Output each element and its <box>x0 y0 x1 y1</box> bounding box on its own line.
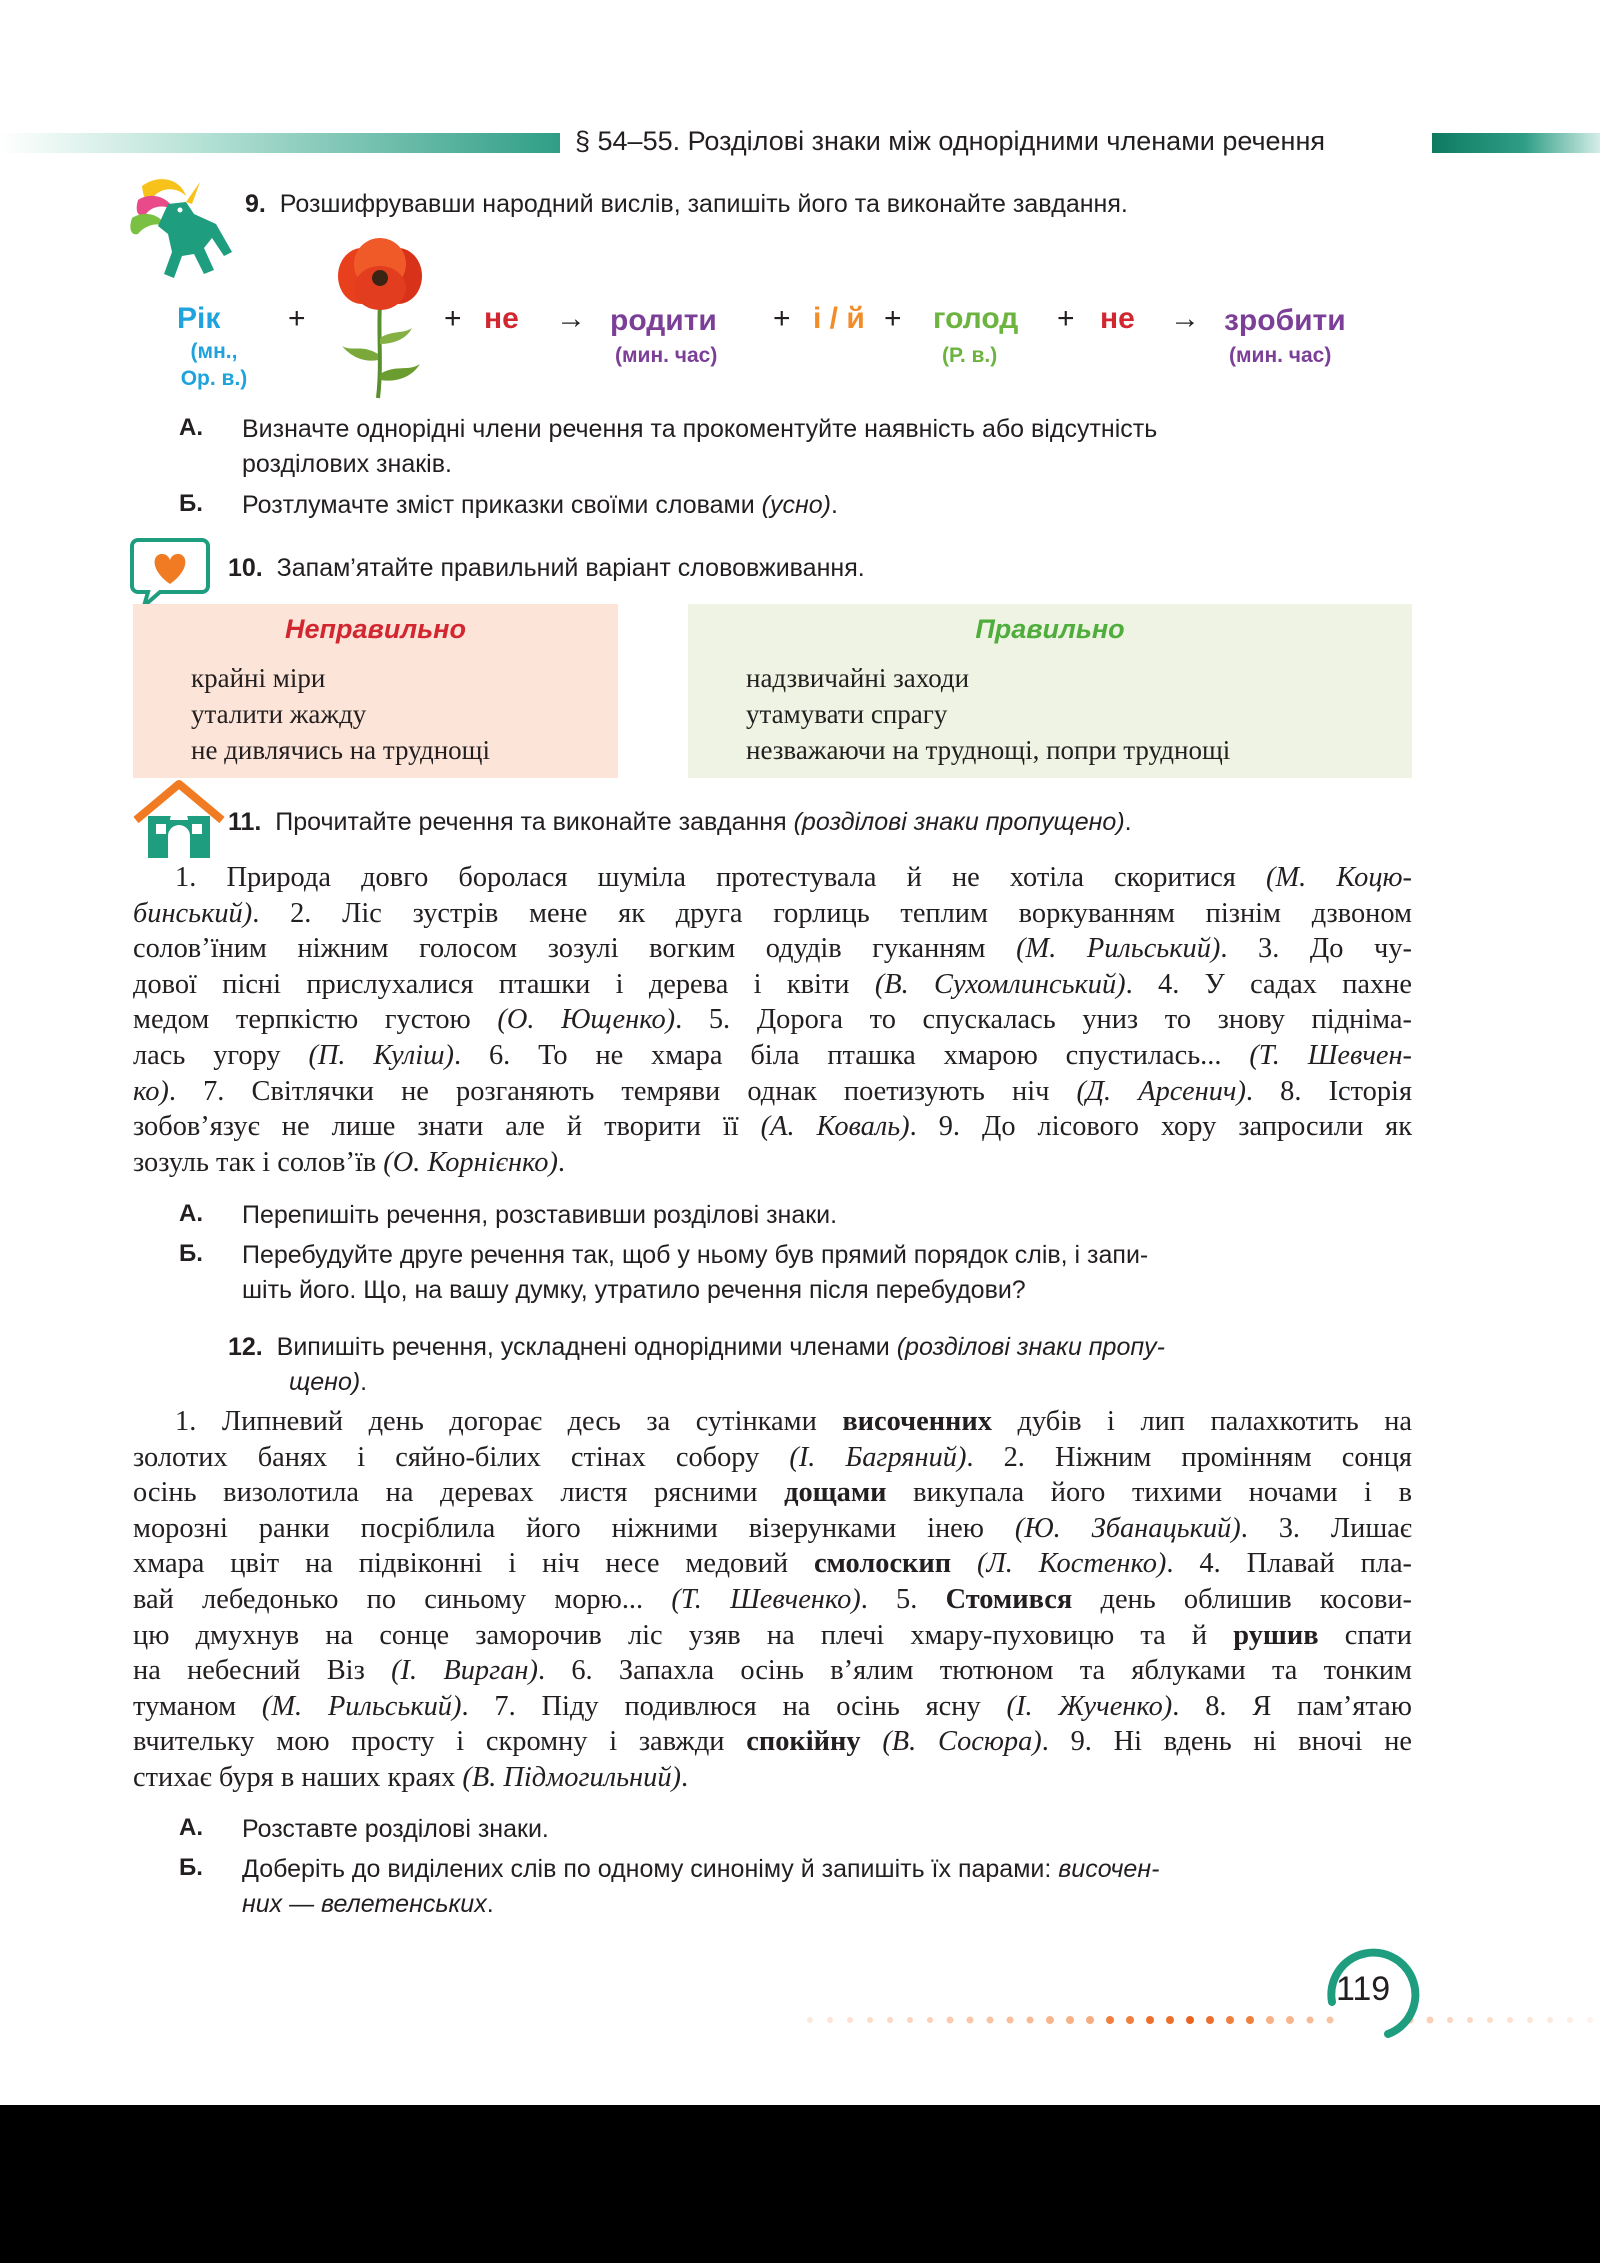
task-12-a-letter: А. <box>179 1814 203 1841</box>
task-12-line-2 <box>133 1440 1412 1476</box>
author-ref: (В. Сосюра) <box>882 1726 1042 1758</box>
heart-speech-icon <box>130 536 210 610</box>
task-11-line-7 <box>133 1074 1412 1110</box>
house-icon <box>132 780 226 860</box>
text-run <box>951 1548 977 1579</box>
text-run: 1. Природа довго боролася шуміла протестувала й не хотіла скоритися <box>175 862 1267 893</box>
wrong-header: Неправильно <box>285 614 466 644</box>
task-11-line-4 <box>133 967 1412 1003</box>
rebus-word-zrobyty: зробити <box>1224 304 1346 337</box>
text-run: . 7. Піду подивлюся на осінь ясну <box>461 1690 1007 1722</box>
task-9-a-text <box>242 412 1157 482</box>
text-run: . 8. Я пам’ятаю <box>1172 1690 1412 1722</box>
task-11-line-6 <box>133 1038 1412 1074</box>
task-11-line-5 <box>133 1002 1412 1038</box>
author-ref: (В. Підмогильний) <box>462 1761 681 1793</box>
text-run: вчительку мою просту і скромну і завжди <box>133 1726 747 1758</box>
author-ref: ко) <box>133 1075 169 1107</box>
author-ref: (І. Вирган) <box>391 1655 538 1687</box>
task-11-sentences <box>133 860 1412 1180</box>
task-11-line-8 <box>133 1109 1412 1145</box>
task-9-text: Розшифрувавши народний вислів, запишіть його та виконайте завдання. <box>279 190 1128 218</box>
rebus-plus-5: + <box>1057 302 1075 335</box>
task-11-text: Прочитайте речення та виконайте завдання <box>275 808 787 836</box>
author-ref: (О. Корнієнко) <box>383 1146 558 1178</box>
poppy-flower-icon <box>332 234 428 400</box>
rebus-arrow-2: → <box>1170 302 1200 335</box>
task-12-italic-1: (розділові знаки пропу- <box>896 1333 1165 1361</box>
text-run: зозуль так і солов’їв <box>133 1146 384 1178</box>
highlighted-word: рушив <box>1233 1619 1319 1651</box>
task-11-b-line-2: шіть його. Що, на вашу думку, утратило речення після перебудови? <box>242 1276 1026 1304</box>
task-12-b-italic-1: височен- <box>1058 1855 1160 1883</box>
task-12-line-6 <box>133 1582 1412 1618</box>
task-9-b-letter: Б. <box>179 490 203 517</box>
rebus-note-3: (Р. в.) <box>942 344 998 367</box>
author-ref: бинський) <box>133 897 253 929</box>
task-12-italic-2: щено) <box>289 1368 361 1396</box>
right-list <box>746 660 1230 768</box>
author-ref: (І. Жученко) <box>1006 1690 1173 1722</box>
task-11-a-text: Перепишіть речення, розставивши розділові знаки. <box>242 1201 838 1229</box>
task-11-b-letter: Б. <box>179 1240 203 1267</box>
text-run: . 2. Ліс зустрів мене як друга горлиць теплим воркуванням пізнім дзвоном <box>252 897 1412 929</box>
task-12-b-letter: Б. <box>179 1854 203 1881</box>
task-10-text: Запам’ятайте правильний варіант слововживання. <box>276 554 865 582</box>
text-run <box>861 1726 883 1757</box>
task-12-a-text: Розставте розділові знаки. <box>242 1815 549 1843</box>
task-9-a-line-1: Визначте однорідні члени речення та прокоментуйте наявність або відсутність <box>242 415 1158 443</box>
text-run: . 9. Ні вдень ні вночі не <box>1041 1726 1412 1758</box>
rebus-plus-4: + <box>884 302 902 335</box>
author-ref: (Т. Шевченко) <box>671 1583 861 1615</box>
page-number: 119 <box>1336 1970 1391 2008</box>
author-ref: (Т. Шевчен- <box>1249 1039 1412 1071</box>
text-run: . <box>557 1146 566 1178</box>
rebus-note-4: (мин. час) <box>1229 344 1332 367</box>
text-run: морозні ранки посріблила його ніжними візерунками інею <box>133 1512 1015 1544</box>
task-11-end: . <box>1124 808 1132 836</box>
task-12-number: 12. <box>228 1333 263 1361</box>
author-ref: (П. Куліш) <box>308 1039 454 1071</box>
highlighted-word: смолоскип <box>813 1548 952 1580</box>
text-run: вай лебедонько по синьому морю... <box>133 1583 672 1615</box>
rebus-word-holod: голод <box>933 302 1019 335</box>
section-title: § 54–55. Розділові знаки між однорідними членами речення <box>575 126 1326 156</box>
task-12-b-end: . <box>486 1890 494 1918</box>
author-ref: (М. Рильський) <box>261 1690 462 1722</box>
task-10-line <box>228 554 865 583</box>
task-11-line-3 <box>133 931 1412 967</box>
text-run: золотих банях і сяйно-білих стінах собору <box>133 1441 790 1473</box>
task-11-b-line-1: Перебудуйте друге речення так, щоб у ньому був прямий порядок слів, і запи- <box>242 1241 1149 1269</box>
text-run: 1. Липневий день догорає десь за сутінками <box>175 1406 843 1437</box>
text-run: . <box>680 1761 689 1793</box>
task-12-line <box>228 1330 1165 1400</box>
wrong-item: уталити жажду <box>191 699 367 729</box>
task-12-sentences <box>133 1404 1412 1796</box>
rebus-word-rodyty: родити <box>610 304 717 337</box>
task-11-line-2 <box>133 896 1412 932</box>
highlighted-word: дощами <box>784 1477 887 1509</box>
task-12-line-10 <box>133 1724 1412 1760</box>
author-ref: (В. Сухомлинський) <box>874 968 1126 1000</box>
task-12-line-3 <box>133 1475 1412 1511</box>
highlighted-word: Стомився <box>945 1583 1073 1615</box>
text-run: . 2. Ніжним промінням сонця <box>966 1441 1412 1473</box>
task-11-line-1 <box>133 860 1412 896</box>
text-run: цю дмухнув на сонце заморочив ліс узяв на плечі хмару-пуховицю та й <box>133 1619 1234 1651</box>
text-run: спати <box>1318 1619 1413 1651</box>
right-item: утамувати спрагу <box>746 699 948 729</box>
right-usage-panel <box>688 604 1412 778</box>
highlighted-word: височенних <box>842 1406 992 1437</box>
rebus-note-1a: (мн., <box>190 340 238 363</box>
author-ref: (Л. Костенко) <box>977 1548 1167 1580</box>
text-run: хмара цвіт на підвіконні і ніч несе медовий <box>133 1548 814 1580</box>
text-run: зобов’язує не лише знати але й творити її <box>133 1111 761 1143</box>
author-ref: (М. Коцю- <box>1266 862 1412 893</box>
text-run: . 6. Запахла осінь в’ялим тютюном та яблуками та тонким <box>537 1655 1413 1687</box>
task-12-end: . <box>360 1368 368 1396</box>
page-dots-decoration <box>790 2014 1600 2026</box>
rebus-arrow-1: → <box>556 302 586 335</box>
text-run: . 9. До лісового хору запросили як <box>909 1111 1412 1143</box>
wrong-usage-panel <box>133 604 618 778</box>
text-run: день облишив косови- <box>1072 1583 1412 1615</box>
task-12-text: Випишіть речення, ускладнені однорідними членами <box>276 1333 890 1361</box>
text-run: . 4. У садах пахне <box>1125 968 1412 1000</box>
text-run: лась угору <box>133 1039 309 1071</box>
task-11-italic: (розділові знаки пропущено) <box>793 808 1125 836</box>
task-11-a-letter: А. <box>179 1200 203 1227</box>
task-9-number: 9. <box>245 190 266 218</box>
header-bar-left <box>0 133 560 153</box>
rebus-note-1b: Ор. в.) <box>180 367 248 390</box>
task-9-line <box>245 190 1128 219</box>
rebus-ne-2: не <box>1100 302 1135 335</box>
text-run: осінь визолотила на деревах листя рясними <box>133 1477 785 1509</box>
author-ref: (А. Коваль) <box>760 1111 910 1143</box>
task-9-b-main: Розтлумачте зміст приказки своїми словами <box>242 491 755 519</box>
text-run: . 5. Дорога то спускалась униз то знову підніма- <box>675 1004 1412 1036</box>
rebus-plus-1: + <box>288 302 306 335</box>
text-run: стихає буря в наших краях <box>133 1761 463 1793</box>
task-12-line-8 <box>133 1653 1412 1689</box>
author-ref: (І. Багряний) <box>789 1441 967 1473</box>
text-run: . 4. Плавай пла- <box>1166 1548 1413 1580</box>
task-9-a-letter: А. <box>179 414 203 441</box>
right-item: надзвичайні заходи <box>746 663 970 693</box>
text-run: . 3. До чу- <box>1220 933 1412 965</box>
task-12-line-9 <box>133 1689 1412 1725</box>
task-11-line <box>228 808 1132 837</box>
text-run: солов’їним ніжним голосом зозулі вогким одудів гуканням <box>133 933 1017 965</box>
text-run: . 5. <box>860 1583 946 1615</box>
task-11-b-text <box>242 1238 1148 1308</box>
text-run: на небесний Віз <box>133 1655 392 1687</box>
text-run: . 8. Історія <box>1245 1075 1413 1107</box>
text-run: медом терпкістю густою <box>133 1004 498 1036</box>
task-12-line-1 <box>133 1404 1412 1440</box>
text-run: дубів і лип палахкотить на <box>991 1406 1412 1437</box>
task-11-number: 11. <box>228 808 262 836</box>
task-10-number: 10. <box>228 554 263 582</box>
text-run: туманом <box>133 1690 262 1722</box>
wrong-item: не дивлячись на труднощі <box>191 735 490 765</box>
rebus-word-rik: Рік <box>177 302 221 335</box>
text-run: . 6. То не хмара біла пташка хмарою спустилась... <box>454 1039 1250 1071</box>
task-12-b-line-1: Доберіть до виділених слів по одному синоніму й запишіть їх парами: <box>242 1855 1052 1883</box>
wrong-item: крайні міри <box>191 663 326 693</box>
task-12-line-4 <box>133 1511 1412 1547</box>
text-run: викупала його тихими ночами і в <box>886 1477 1412 1509</box>
task-12-b-italic-2: них — велетенських <box>242 1890 487 1918</box>
task-12-line-7 <box>133 1618 1412 1654</box>
task-12-line-5 <box>133 1546 1412 1582</box>
author-ref: (О. Ющенко) <box>497 1004 676 1036</box>
rebus-note-1 <box>168 338 260 392</box>
task-11-line-9 <box>133 1145 1412 1181</box>
rebus-plus-2: + <box>444 302 462 335</box>
task-12-line-11 <box>133 1760 1412 1796</box>
author-ref: (Ю. Збанацький) <box>1014 1512 1241 1544</box>
task-9-b-end: . <box>830 491 838 519</box>
author-ref: (М. Рильський) <box>1016 933 1221 965</box>
rebus-plus-3: + <box>773 302 791 335</box>
task-9-b-text <box>242 488 838 523</box>
task-9-b-italic: (усно) <box>761 491 831 519</box>
right-item: незважаючи на труднощі, попри труднощі <box>746 735 1231 765</box>
task-12-b-text <box>242 1852 1159 1922</box>
text-run: . 3. Лишає <box>1240 1512 1412 1544</box>
author-ref: (Д. Арсенич) <box>1076 1075 1246 1107</box>
task-9-a-line-2: розділових знаків. <box>242 450 452 478</box>
rebus-word-i-y: і / й <box>813 302 865 335</box>
header-bar-right <box>1432 133 1600 153</box>
rebus-ne-1: не <box>484 302 519 335</box>
rebus-note-2: (мин. час) <box>615 344 718 367</box>
highlighted-word: спокійну <box>746 1726 861 1758</box>
text-run: дової пісні прислухалися пташки і дерева і квіти <box>133 968 875 1000</box>
text-run: . 7. Світлячки не розганяють темряви однак поетизують ніч <box>168 1075 1077 1107</box>
unicorn-icon <box>128 174 238 292</box>
wrong-list <box>191 660 490 768</box>
right-header: Правильно <box>975 614 1125 644</box>
